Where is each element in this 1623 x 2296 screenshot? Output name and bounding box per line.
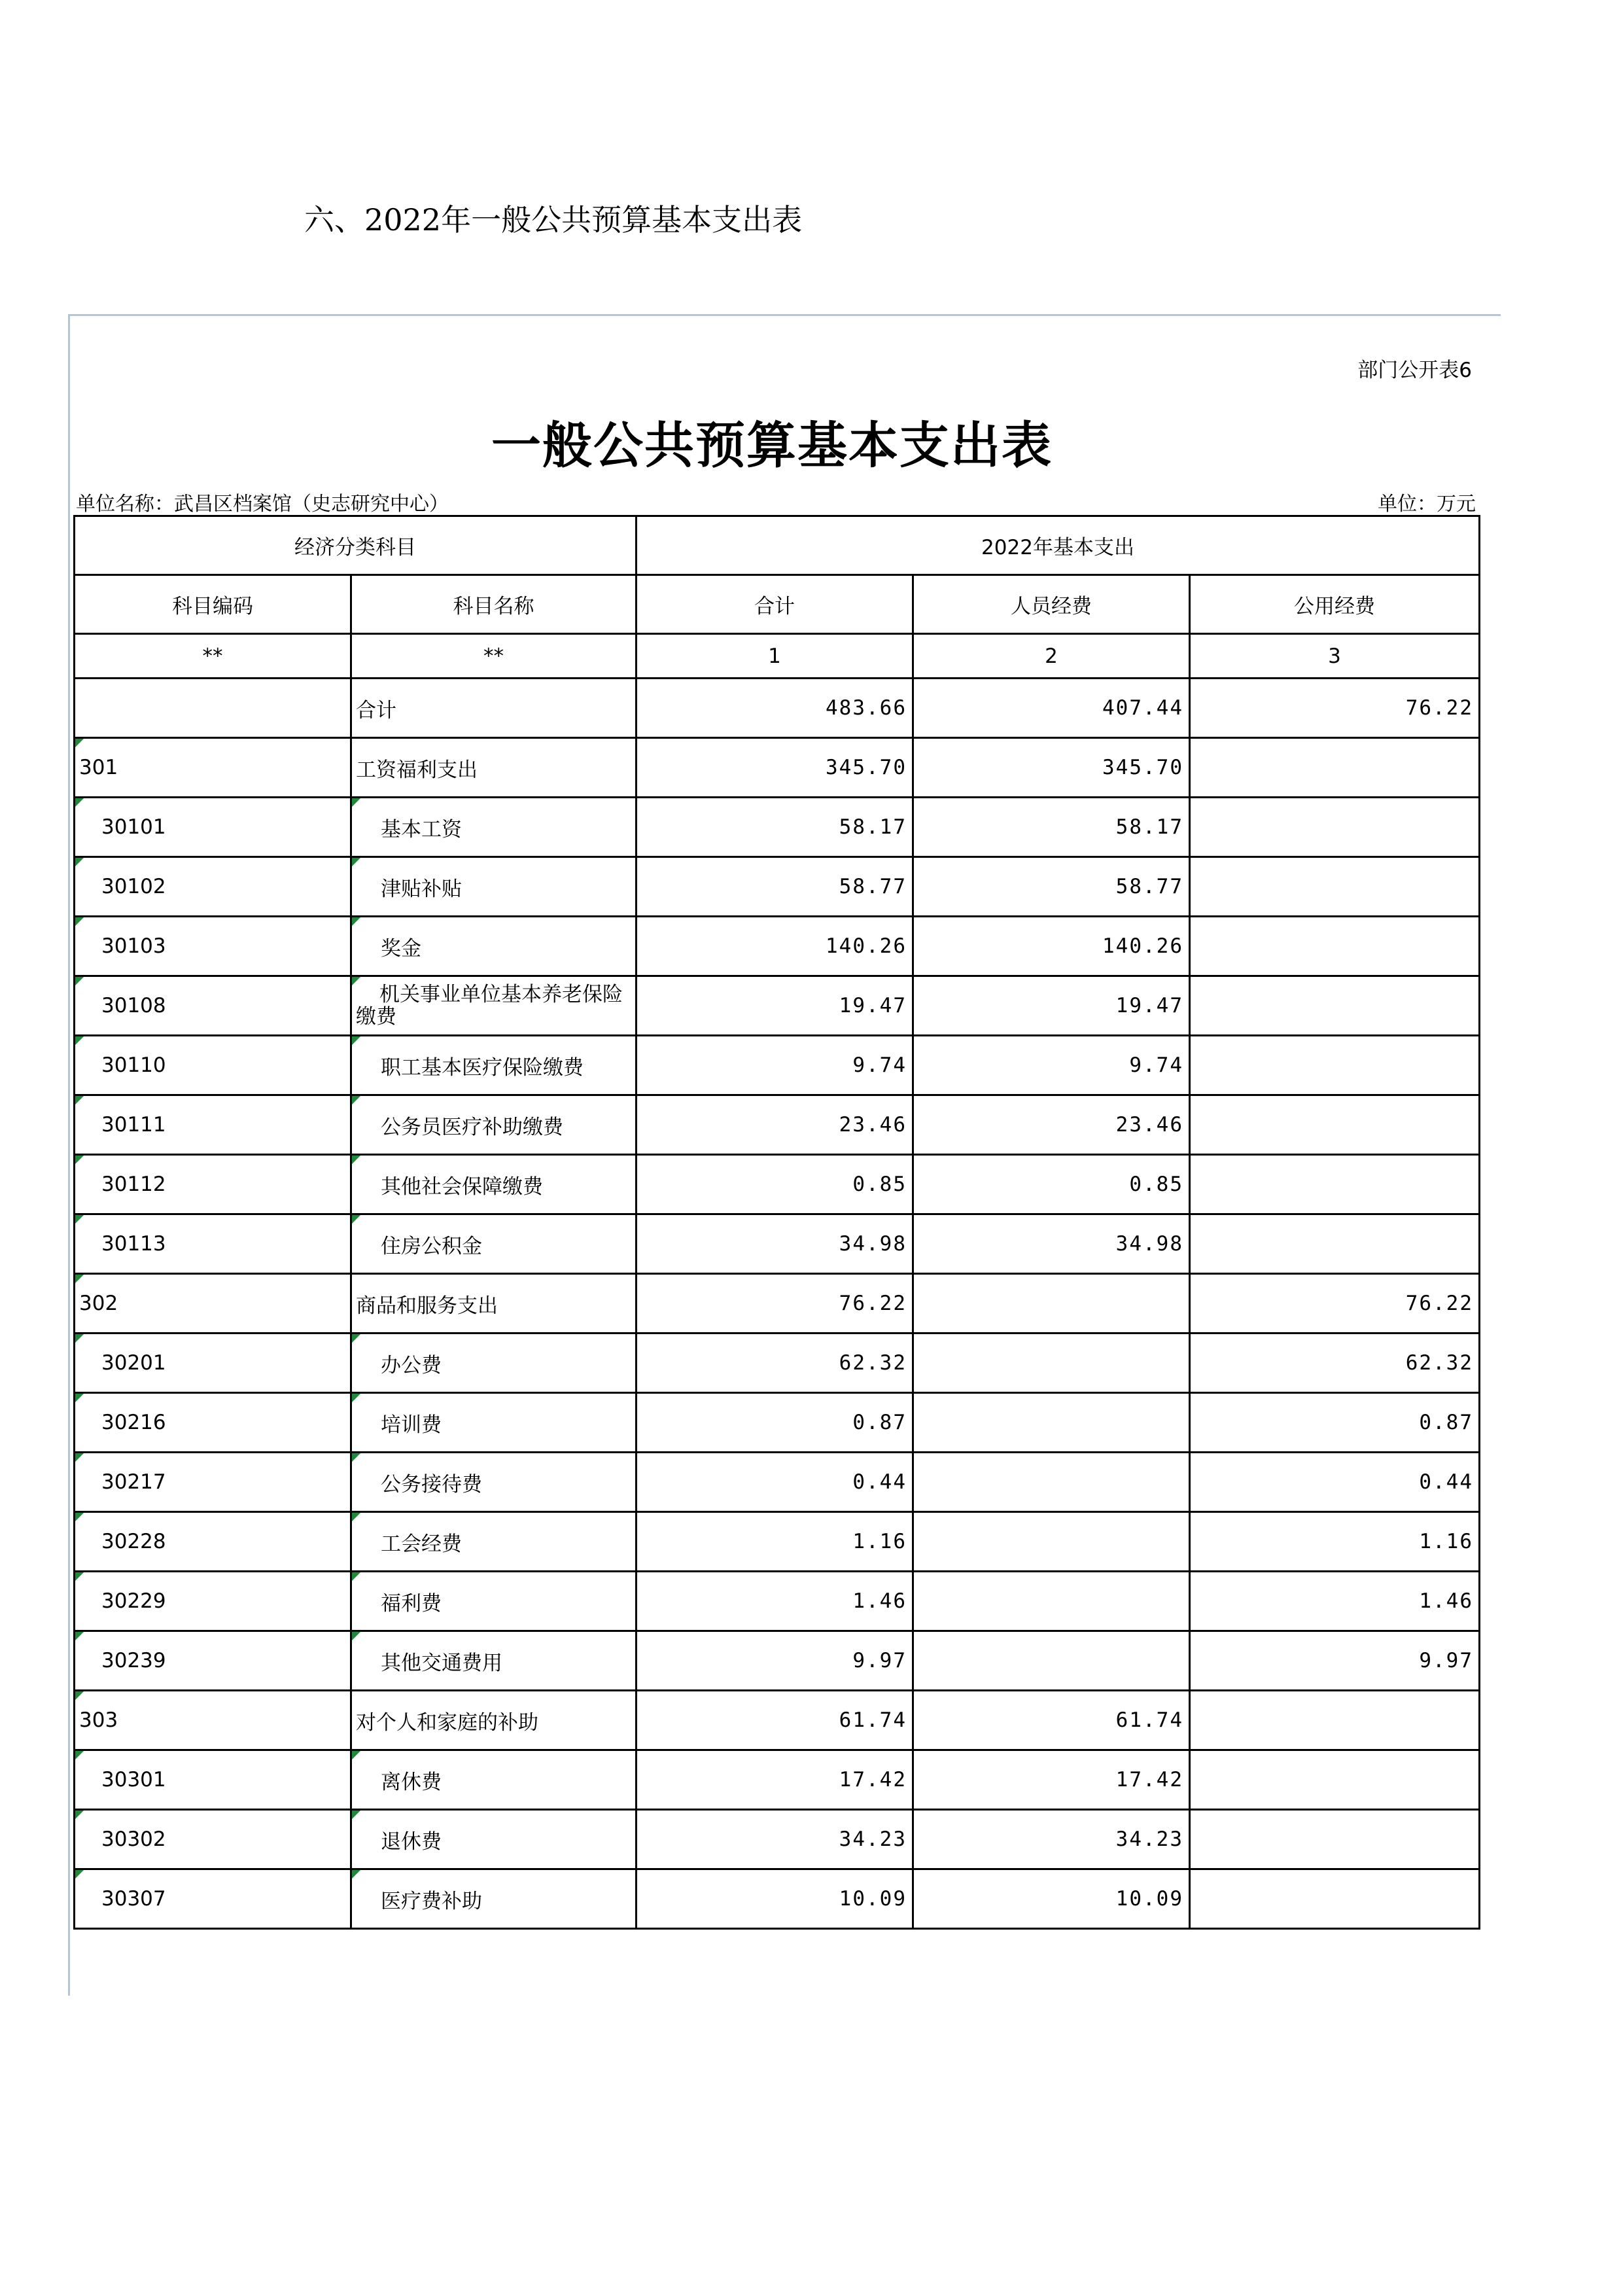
index-name: **	[351, 634, 637, 679]
cell-marker	[352, 1334, 360, 1343]
header-index-row	[75, 634, 1480, 679]
row-code	[75, 1214, 351, 1274]
row-total: 0.85	[637, 1155, 913, 1214]
row-public	[1190, 1750, 1480, 1810]
table-row	[75, 1214, 1480, 1274]
row-code-text: 30110	[101, 1053, 166, 1077]
table-row	[75, 1572, 1480, 1631]
header-column-row	[75, 575, 1480, 634]
row-name-text: 基本工资	[381, 817, 462, 841]
row-name	[351, 1393, 637, 1453]
row-code-text: 30201	[101, 1351, 166, 1375]
row-total: 0.44	[637, 1453, 913, 1512]
row-total: 23.46	[637, 1095, 913, 1155]
row-personnel: 10.09	[913, 1869, 1190, 1929]
row-personnel	[913, 1393, 1190, 1453]
table-row	[75, 1333, 1480, 1393]
row-code-text: 30228	[101, 1530, 166, 1553]
table-row	[75, 1453, 1480, 1512]
row-public: 62.32	[1190, 1333, 1480, 1393]
row-public: 9.97	[1190, 1631, 1480, 1691]
row-name-text: 办公费	[381, 1353, 442, 1377]
cell-marker	[75, 1810, 84, 1819]
row-code-text: 30111	[101, 1113, 166, 1137]
cell-marker	[75, 798, 84, 807]
cell-marker	[75, 1394, 84, 1402]
cell-marker	[75, 1870, 84, 1879]
cell-marker	[75, 1632, 84, 1640]
row-code-text: 303	[79, 1708, 118, 1732]
row-public: 0.87	[1190, 1393, 1480, 1453]
row-name	[351, 976, 637, 1036]
row-personnel: 34.23	[913, 1810, 1190, 1869]
cell-marker	[352, 1394, 360, 1402]
row-total: 1.16	[637, 1512, 913, 1572]
row-public	[1190, 1214, 1480, 1274]
row-name-text: 培训费	[381, 1413, 442, 1437]
row-code	[75, 1631, 351, 1691]
cell-marker	[352, 1096, 360, 1104]
row-total: 483.66	[637, 679, 913, 738]
table-row	[75, 1691, 1480, 1750]
row-name-text: 住房公积金	[381, 1234, 482, 1258]
table-row	[75, 1869, 1480, 1929]
row-personnel: 34.98	[913, 1214, 1190, 1274]
cell-marker	[352, 1572, 360, 1581]
row-code-text: 30217	[101, 1470, 166, 1494]
table-row	[75, 798, 1480, 857]
budget-table	[73, 515, 1480, 1930]
header-personnel: 人员经费	[913, 575, 1190, 634]
row-name-text: 医疗费补助	[381, 1889, 482, 1913]
row-personnel: 17.42	[913, 1750, 1190, 1810]
row-personnel	[913, 1631, 1190, 1691]
row-personnel	[913, 1512, 1190, 1572]
row-code-text: 30301	[101, 1768, 166, 1792]
row-total: 34.98	[637, 1214, 913, 1274]
row-name	[351, 917, 637, 976]
row-code	[75, 1691, 351, 1750]
table-row	[75, 1036, 1480, 1095]
row-name-text: 公务员医疗补助缴费	[381, 1115, 563, 1139]
row-public	[1190, 1691, 1480, 1750]
row-total: 76.22	[637, 1274, 913, 1333]
table-row	[75, 738, 1480, 798]
row-code	[75, 1869, 351, 1929]
row-name-text: 其他交通费用	[381, 1651, 502, 1675]
cell-marker	[75, 1036, 84, 1045]
row-public	[1190, 1036, 1480, 1095]
row-public	[1190, 1810, 1480, 1869]
row-personnel: 140.26	[913, 917, 1190, 976]
row-code-text: 30229	[101, 1589, 166, 1613]
row-name-text: 机关事业单位基本养老保险缴费	[356, 983, 623, 1029]
row-total: 34.23	[637, 1810, 913, 1869]
row-personnel: 345.70	[913, 738, 1190, 798]
table-code: 部门公开表6	[1357, 359, 1472, 382]
cell-marker	[75, 1572, 84, 1581]
cell-marker	[352, 858, 360, 866]
row-code-text: 30102	[101, 875, 166, 898]
cell-marker	[352, 1036, 360, 1045]
row-total: 9.74	[637, 1036, 913, 1095]
row-personnel: 19.47	[913, 976, 1190, 1036]
row-code	[75, 857, 351, 917]
row-total: 1.46	[637, 1572, 913, 1631]
row-name	[351, 1869, 637, 1929]
row-code-text: 301	[79, 756, 118, 779]
row-personnel	[913, 1572, 1190, 1631]
row-code	[75, 1572, 351, 1631]
cell-marker	[352, 977, 360, 985]
row-code-text: 30239	[101, 1649, 166, 1672]
row-public	[1190, 738, 1480, 798]
row-name-text: 离休费	[381, 1770, 442, 1794]
cell-marker	[352, 1810, 360, 1819]
cell-marker	[75, 1156, 84, 1164]
row-name: 合计	[351, 679, 637, 738]
row-code-text: 30108	[101, 994, 166, 1017]
row-personnel: 407.44	[913, 679, 1190, 738]
row-code	[75, 798, 351, 857]
row-name	[351, 798, 637, 857]
row-personnel: 58.77	[913, 857, 1190, 917]
row-code	[75, 1750, 351, 1810]
header-economic-category: 经济分类科目	[75, 516, 637, 575]
table-row	[75, 857, 1480, 917]
row-public	[1190, 1155, 1480, 1214]
row-code	[75, 1155, 351, 1214]
row-total: 10.09	[637, 1869, 913, 1929]
row-public	[1190, 917, 1480, 976]
row-name	[351, 1095, 637, 1155]
row-personnel: 0.85	[913, 1155, 1190, 1214]
cell-marker	[352, 1513, 360, 1521]
row-code	[75, 679, 351, 738]
row-name	[351, 1572, 637, 1631]
row-total: 58.17	[637, 798, 913, 857]
unit-label: 单位：万元	[1378, 493, 1476, 516]
row-name-text: 工会经费	[381, 1532, 462, 1556]
row-name	[351, 1036, 637, 1095]
unit-name: 单位名称：武昌区档案馆（史志研究中心）	[76, 493, 449, 516]
cell-marker	[352, 1870, 360, 1879]
row-personnel: 23.46	[913, 1095, 1190, 1155]
cell-marker	[75, 977, 84, 985]
row-public: 76.22	[1190, 1274, 1480, 1333]
cell-marker	[352, 1453, 360, 1462]
cell-marker	[75, 1751, 84, 1759]
section-heading: 六、2022年一般公共预算基本支出表	[304, 202, 803, 238]
row-name	[351, 857, 637, 917]
row-code	[75, 1393, 351, 1453]
header-basic-expenditure: 2022年基本支出	[637, 516, 1480, 575]
row-total: 9.97	[637, 1631, 913, 1691]
table-row	[75, 1274, 1480, 1333]
header-subject-name: 科目名称	[351, 575, 637, 634]
table-row	[75, 1810, 1480, 1869]
cell-marker	[352, 1632, 360, 1640]
row-name: 工资福利支出	[351, 738, 637, 798]
row-public	[1190, 976, 1480, 1036]
cell-marker	[75, 739, 84, 747]
row-code-text: 30307	[101, 1887, 166, 1911]
row-public	[1190, 798, 1480, 857]
table-row	[75, 1393, 1480, 1453]
cell-marker	[75, 858, 84, 866]
index-total: 1	[637, 634, 913, 679]
row-code	[75, 976, 351, 1036]
table-title: 一般公共预算基本支出表	[491, 416, 1053, 474]
row-code-text: 30103	[101, 934, 166, 958]
unit-row	[73, 487, 1478, 514]
row-name	[351, 1453, 637, 1512]
header-group-row	[75, 516, 1480, 575]
row-personnel: 9.74	[913, 1036, 1190, 1095]
table-row-total	[75, 679, 1480, 738]
cell-marker	[75, 1334, 84, 1343]
row-code	[75, 738, 351, 798]
row-name-text: 福利费	[381, 1591, 442, 1616]
cell-marker	[75, 917, 84, 926]
row-public: 1.16	[1190, 1512, 1480, 1572]
table-row	[75, 1155, 1480, 1214]
row-personnel	[913, 1453, 1190, 1512]
row-name: 商品和服务支出	[351, 1274, 637, 1333]
index-personnel: 2	[913, 634, 1190, 679]
row-total: 19.47	[637, 976, 913, 1036]
row-code	[75, 1810, 351, 1869]
row-public	[1190, 1869, 1480, 1929]
row-total: 0.87	[637, 1393, 913, 1453]
row-personnel	[913, 1274, 1190, 1333]
row-name	[351, 1631, 637, 1691]
row-code-text: 30113	[101, 1232, 166, 1256]
row-name: 对个人和家庭的补助	[351, 1691, 637, 1750]
row-name	[351, 1512, 637, 1572]
header-subject-code: 科目编码	[75, 575, 351, 634]
row-name-text: 津贴补贴	[381, 877, 462, 901]
row-code	[75, 1036, 351, 1095]
row-name	[351, 1214, 637, 1274]
table-row	[75, 1631, 1480, 1691]
cell-marker	[352, 1751, 360, 1759]
cell-marker	[75, 1215, 84, 1224]
row-code	[75, 1333, 351, 1393]
sheet-top-border	[68, 314, 1501, 316]
row-code-text: 30112	[101, 1173, 166, 1196]
table-row	[75, 976, 1480, 1036]
index-code: **	[75, 634, 351, 679]
cell-marker	[352, 1156, 360, 1164]
row-personnel	[913, 1333, 1190, 1393]
sheet-left-border	[68, 314, 70, 1996]
row-name-text: 其他社会保障缴费	[381, 1174, 543, 1199]
row-public: 0.44	[1190, 1453, 1480, 1512]
row-total: 345.70	[637, 738, 913, 798]
row-personnel: 61.74	[913, 1691, 1190, 1750]
row-code-text: 302	[79, 1292, 118, 1315]
row-total: 62.32	[637, 1333, 913, 1393]
cell-marker	[352, 1215, 360, 1224]
cell-marker	[352, 798, 360, 807]
row-public: 1.46	[1190, 1572, 1480, 1631]
index-public: 3	[1190, 634, 1480, 679]
row-total: 61.74	[637, 1691, 913, 1750]
row-name	[351, 1750, 637, 1810]
row-code	[75, 1095, 351, 1155]
row-code-text: 30302	[101, 1828, 166, 1851]
row-total: 58.77	[637, 857, 913, 917]
row-total: 17.42	[637, 1750, 913, 1810]
row-name	[351, 1810, 637, 1869]
row-public	[1190, 1095, 1480, 1155]
table-row	[75, 1095, 1480, 1155]
row-total: 140.26	[637, 917, 913, 976]
row-code	[75, 1453, 351, 1512]
header-public: 公用经费	[1190, 575, 1480, 634]
row-name	[351, 1155, 637, 1214]
row-name-text: 退休费	[381, 1829, 442, 1854]
row-name	[351, 1333, 637, 1393]
row-public: 76.22	[1190, 679, 1480, 738]
cell-marker	[75, 1691, 84, 1700]
row-code-text: 30216	[101, 1411, 166, 1434]
row-code	[75, 1274, 351, 1333]
table-row	[75, 1512, 1480, 1572]
row-code-text: 30101	[101, 815, 166, 839]
row-code	[75, 917, 351, 976]
table-row	[75, 917, 1480, 976]
cell-marker	[352, 917, 360, 926]
row-personnel: 58.17	[913, 798, 1190, 857]
table-row	[75, 1750, 1480, 1810]
row-name-text: 奖金	[381, 936, 421, 961]
row-name-text: 公务接待费	[381, 1472, 482, 1496]
header-total: 合计	[637, 575, 913, 634]
row-code	[75, 1512, 351, 1572]
cell-marker	[75, 1513, 84, 1521]
row-public	[1190, 857, 1480, 917]
row-name-text: 职工基本医疗保险缴费	[381, 1055, 584, 1080]
cell-marker	[75, 1096, 84, 1104]
cell-marker	[75, 1453, 84, 1462]
cell-marker	[75, 1275, 84, 1283]
